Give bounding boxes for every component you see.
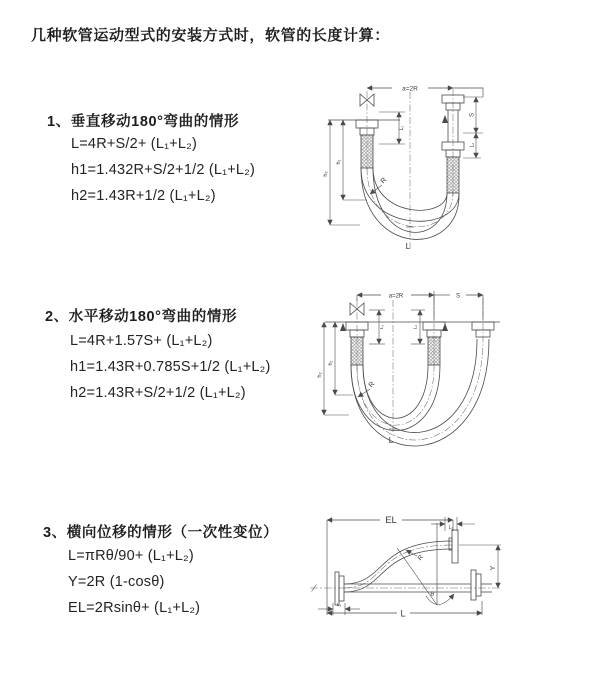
dim-label-a2r: a=2R — [402, 85, 418, 93]
angle-label: θ — [430, 591, 434, 598]
stroke-arrow-icon — [442, 115, 448, 123]
dim-h — [324, 322, 353, 415]
dim-label-l1: L₁ — [399, 125, 405, 131]
dim-label-l2: L₂ — [448, 525, 454, 531]
hose-curves — [361, 168, 459, 239]
stroke-arrow-icon — [340, 323, 346, 331]
dim-label-h1: h₁ — [328, 360, 334, 366]
dim-label-s: S — [455, 293, 461, 300]
centerlines — [367, 89, 453, 248]
dim-label-y: Y — [490, 565, 497, 571]
formula-line: h1=1.432R+S/2+1/2 (L₁+L₂) — [71, 162, 256, 178]
left-flange — [356, 120, 378, 168]
dim-label-h1: h₁ — [336, 159, 342, 165]
formula-line: L=4R+1.57S+ (L₁+L₂) — [70, 333, 213, 349]
diagram-vertical-180 — [315, 78, 490, 253]
section-2-formulas — [70, 328, 271, 406]
radius-label: R — [416, 553, 426, 563]
length-label: L — [405, 241, 411, 251]
radius-label: R — [379, 176, 389, 186]
dim-label-l1: L₁ — [336, 603, 342, 608]
dim-label-l1: L₁ — [380, 324, 385, 330]
section-1-formulas — [71, 131, 255, 209]
section-3-heading: 3、横向位移的情形（一次性变位） — [43, 525, 279, 541]
section-3-formulas — [68, 543, 200, 621]
centerlines — [310, 545, 500, 588]
dim-label-a2r: a=2R — [388, 293, 404, 300]
formula-line: L=πRθ/90+ (L₁+L₂) — [68, 548, 194, 564]
formula-line: L=4R+S/2+ (L₁+L₂) — [71, 136, 197, 152]
formula-line: h2=1.43R+S/2+1/2 (L₁+L₂) — [70, 385, 246, 401]
dim-s-l2 — [463, 97, 483, 158]
dim-label-h2: h₂ — [323, 171, 329, 177]
formula-line: Y=2R (1-cosθ) — [68, 574, 165, 590]
page-title: 几种软管运动型式的安装方式时，软管的长度计算： — [31, 27, 390, 44]
dim-label-el: EL — [385, 515, 397, 526]
dim-label-s: S — [469, 112, 476, 118]
stroke-arrow-icon — [442, 323, 448, 331]
diagram-lateral-displacement — [305, 505, 590, 627]
section-2-heading: 2、水平移动180°弯曲的情形 — [45, 309, 238, 325]
right-flange — [471, 570, 481, 600]
dim-label-l2: L₂ — [469, 142, 476, 148]
formula-line: h2=1.43R+1/2 (L₁+L₂) — [71, 188, 216, 204]
formula-line: EL=2Rsinθ+ (L₁+L₂) — [68, 600, 201, 616]
diagram-horizontal-180 — [317, 287, 512, 452]
left-flange — [335, 572, 344, 605]
upper-flange — [449, 530, 458, 563]
radius-label: R — [367, 380, 377, 390]
formula-line: h1=1.43R+0.785S+1/2 (L₁+L₂) — [70, 359, 271, 375]
dim-label-h2: h₂ — [317, 372, 323, 378]
length-label: L — [388, 436, 394, 445]
dim-a2r — [367, 85, 483, 97]
angle-construction — [397, 548, 454, 605]
length-label: L — [400, 608, 406, 619]
dim-label-l2: L₂ — [413, 324, 419, 330]
hose-curves — [351, 339, 489, 446]
section-1-heading: 1、垂直移动180°弯曲的情形 — [47, 114, 240, 130]
